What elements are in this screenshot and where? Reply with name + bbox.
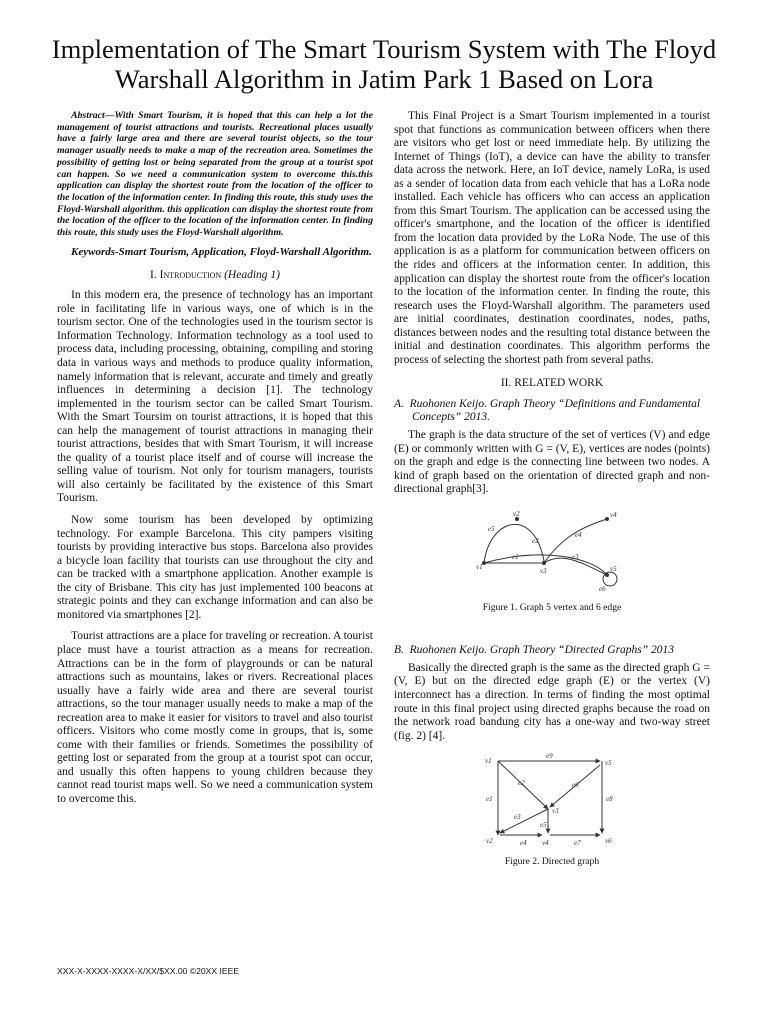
subsection-a-heading: A. Ruohonen Keijo. Graph Theory “Definitions and Fundamental Concepts” 2013. <box>394 397 701 424</box>
fig2-label-v2: v2 <box>486 837 493 846</box>
intro-paragraph-1: In this modern era, the presence of technology has an important role in facilitating life in various ways, one of which is in the tourism sector. One of the technologies used in the tourism sector is Information Technology. Information technology as a tool used to process data, including processing, obtaining, compiling and storing data in various ways and methods to produce quality information, namely information that is relevant, accurate and timely and greatly influences in determining a decision [1]. The technology implemented in the tourism sector can be called Smart Tourism. With the Smart Toursim on tourist attractions, it is hoped that this can help the management of tourist attractions in managing their tourist attractions, besides that with Smart Tourism, it will increase the quality of a tourist place itself and of course will increase the selling value of tourism. Not only for tourism managers, tourists will also certainly be facilitated by the existence of this Smart Tourism. <box>57 289 373 505</box>
intro-paragraph-2: Now some tourism has been developed by optimizing technology. For example Barcelona. This city pampers visiting tourists by providing interactive bus stops. Barcelona also provides a bicycle loan facility that tourists can use throughout the city and can be tracked with a smartphone application. Another example is the city of Brisbane. This city has just implemented 100 beacons at strategic points and they can exchange information and can also be monitored via smartphones [2]. <box>57 514 373 621</box>
fig1-label-e6: e6 <box>599 584 606 593</box>
paper-title: Implementation of The Smart Tourism System with The Floyd Warshall Algorithm in Jatim Park 1 Based on Lora <box>51 34 717 94</box>
right-column <box>394 110 710 869</box>
fig1-label-e2: e2 <box>532 536 539 545</box>
section-number: I. <box>150 268 157 281</box>
fig1-label-e1: e1 <box>512 552 519 561</box>
fig2-label-v3: v3 <box>552 807 559 816</box>
fig2-label-e8: e8 <box>606 795 613 804</box>
fig1-label-v5: v5 <box>610 564 617 573</box>
fig2-label-e9: e9 <box>546 752 553 761</box>
left-column <box>57 110 373 807</box>
fig2-label-v4: v4 <box>542 839 549 848</box>
fig2-label-e3: e3 <box>514 813 521 822</box>
fig2-label-e7: e7 <box>574 839 581 848</box>
fig2-label-e2: e2 <box>518 779 525 788</box>
section-title: Introduction <box>159 268 222 281</box>
section-note: (Heading 1) <box>224 268 280 281</box>
fig2-label-v1: v1 <box>485 757 492 766</box>
fig1-label-e4: e4 <box>575 530 582 539</box>
fig2-label-e5: e5 <box>540 821 547 830</box>
copyright-footer: XXX-X-XXXX-XXXX-X/XX/$XX.00 ©20XX IEEE <box>57 966 240 976</box>
section-title: RELATED WORK <box>514 377 604 390</box>
subsection-b-heading: B. Ruohonen Keijo. Graph Theory “Directed Graphs” 2013 <box>394 644 675 657</box>
subsection-a-paragraph: The graph is the data structure of the set of vertices (V) and edge (E) or commonly written with G = (V, E), vertices are nodes (points) on the graph and edge is the connecting line between two nodes. A kind of graph based on the orientation of directed graph and non-directional graph[3]. <box>394 429 710 496</box>
fig1-label-v3: v3 <box>540 566 547 575</box>
fig1-label-e3: e3 <box>572 552 579 561</box>
fig2-label-e4: e4 <box>520 839 527 848</box>
intro-paragraph-3: Tourist attractions are a place for traveling or recreation. A tourist place must have a tourist attraction as a means for recreation. Attractions can be in the form of playgrounds or can be natural attractions such as mountains, lakes or rivers. Recreational places usually have a fairly wide area and there are several tourist attractions, so the tour manager usually needs to make a map of the recreation area to make it easier for visitors to travel and also tourist officers. Visitors who come mostly come in groups, that is, some come with their families or friends. Sometimes the possibility of getting lost or separated from the group at a tourist spot can occur, and usually this often happens to young children because they cannot read tourist maps well. So we need a communication system to overcome this. <box>57 630 373 805</box>
fig1-label-v1: v1 <box>476 562 483 571</box>
fig2-label-v6: v6 <box>605 837 612 846</box>
directed-graph <box>482 751 622 847</box>
fig1-label-v4: v4 <box>610 510 617 519</box>
section-heading-introduction <box>57 269 373 283</box>
figure-2 <box>482 751 622 847</box>
fig1-label-e5: e5 <box>488 524 495 533</box>
fig2-label-e6: e6 <box>572 781 579 790</box>
fig1-label-v2: v2 <box>513 509 520 518</box>
abstract: Abstract—With Smart Tourism, it is hoped that this can help a lot the management of tourist attractions and tourists. Recreational places usually have a fairly large area and there are several tourist objects, so the tour manager usually needs to make a map of the recreation area. Sometimes the possibility of getting lost or being separated from the group at a tourist spot can happen. So we need a communication system to overcome this.this application can display the shortest route from the location of the officer to the location of the information center. In finding this route, this study uses the Floyd-Warshall algorithm. this application can display the shortest route from the location of the officer to the location of the information center. In finding this route, this study uses the Floyd-Warshall algorithm. <box>57 110 374 239</box>
fig2-label-e1: e1 <box>486 795 493 804</box>
keywords: Keywords-Smart Tourism, Application, Floyd-Warshall Algorithm. <box>71 245 372 258</box>
figure-2-caption: Figure 2. Directed graph <box>504 856 600 868</box>
graph-5-vertex-6-edge <box>472 507 632 593</box>
section-heading-related-work <box>394 377 710 391</box>
section-number: II. <box>500 377 512 390</box>
figure-1 <box>472 507 632 593</box>
project-paragraph: This Final Project is a Smart Tourism implemented in a tourist spot that functions as communication between officers when there are visitors who get lost or need immediate help. By utilizing the Internet of Things (IoT), a device can have the ability to transfer data across the network. Here, an IoT device, namely LoRa, is used as a sender of location data from each vehicle that has a LoRa node installed. Each vehicle has officers who can access an application from this Smart Tourism. The application can be accessed using the officer's smartphone, and the location of the officer is identified from the location data provided by the LoRa Node. The use of this application is as a platform for communication between officers on the rides and officers at the information center. In addition, this application can display the shortest route from the officer's location to the location of the information center. In finding the route, this research uses the Floyd-Warshall algorithm. The parameters used are initial coordinates, destination coordinates, nodes, paths, distances between nodes and the resulting total distance between the initial and destination coordinates. This algorithm performs the process of selecting the shortest path from several paths. <box>394 110 710 366</box>
figure-1-caption: Figure 1. Graph 5 vertex and 6 edge <box>482 601 622 613</box>
subsection-b-paragraph: Basically the directed graph is the same as the directed graph G = (V, E) but on the directed edge graph (E) or the vertex (V) interconnect has a direction. In terms of finding the most optimal route in this final project using directed graphs because the road on the network road bandung city has a one-way and two-way street (fig. 2) [4]. <box>394 661 710 742</box>
fig2-label-v5: v5 <box>605 759 612 768</box>
